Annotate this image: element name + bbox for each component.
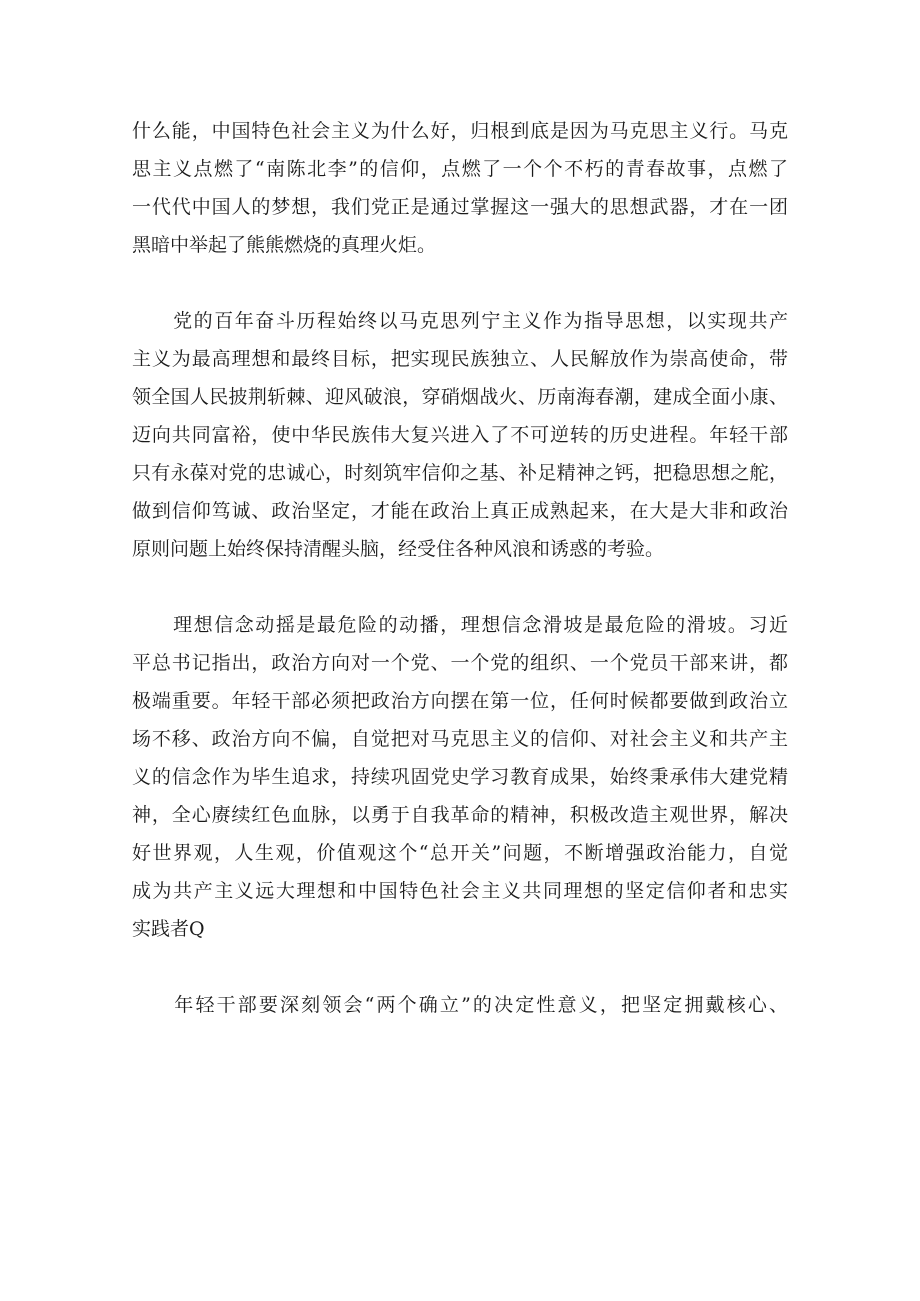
text-line: 场不移、政治方向不偏，自觉把对马克思主义的信仰、对社会主义和共产主: [132, 728, 788, 750]
text-line: 黑暗中举起了熊熊燃烧的真理火炬。: [132, 234, 437, 256]
text-line: 领全国人民披荆斩棘、迎风破浪，穿硝烟战火、历南海春潮，建成全面小康、: [132, 386, 788, 408]
text-line: 思主义点燃了“南陈北李”的信仰，点燃了一个个不朽的青春故事，点燃了: [132, 158, 788, 180]
document-body: [132, 112, 788, 1024]
text-line: 理想信念动摇是最危险的动播，理想信念滑坡是最危险的滑坡。习近: [132, 614, 788, 636]
paragraph-2: [132, 302, 788, 568]
text-line: 党的百年奋斗历程始终以马克思列宁主义作为指导思想，以实现共产: [132, 310, 788, 332]
text-line: 义的信念作为毕生追求，持续巩固党史学习教育成果，始终秉承伟大建党精: [132, 766, 788, 788]
text-line: 迈向共同富裕，使中华民族伟大复兴进入了不可逆转的历史进程。年轻干部: [132, 424, 788, 446]
text-line: 实践者Q: [132, 918, 205, 940]
text-line: 一代代中国人的梦想，我们党正是通过掌握这一强大的思想武器，才在一团: [132, 196, 788, 218]
paragraph-spacer: [132, 568, 788, 606]
text-line: 做到信仰笃诚、政治坚定，才能在政治上真正成熟起来，在大是大非和政治: [132, 500, 788, 522]
text-line: 原则问题上始终保持清醒头脑，经受住各种风浪和诱惑的考验。: [132, 538, 665, 560]
paragraph-spacer: [132, 264, 788, 302]
text-line: 平总书记指出，政治方向对一个党、一个党的组织、一个党员干部来讲，都: [132, 652, 788, 674]
text-line: 主义为最高理想和最终目标，把实现民族独立、人民解放作为崇高使命，带: [132, 348, 788, 370]
text-line: 什么能，中国特色社会主义为什么好，归根到底是因为马克思主义行。马克: [132, 120, 788, 142]
text-line: 好世界观，人生观，价值观这个“总开关”问题，不断增强政治能力，自觉: [132, 842, 788, 864]
text-line: 年轻干部要深刻领会“两个确立”的决定性意义，把坚定拥戴核心、: [132, 994, 788, 1016]
text-line: 极端重要。年轻干部必须把政治方向摆在第一位，任何时候都要做到政治立: [132, 690, 788, 712]
paragraph-3: [132, 606, 788, 948]
paragraph-spacer: [132, 948, 788, 986]
paragraph-1: [132, 112, 788, 264]
paragraph-4: [132, 986, 788, 1024]
text-line: 只有永葆对党的忠诚心，时刻筑牢信仰之基、补足精神之钙，把稳思想之舵，: [132, 462, 788, 484]
text-line: 成为共产主义远大理想和中国特色社会主义共同理想的坚定信仰者和忠实: [132, 880, 788, 902]
text-line: 神，全心赓续红色血脉，以勇于自我革命的精神，积极改造主观世界，解决: [132, 804, 788, 826]
